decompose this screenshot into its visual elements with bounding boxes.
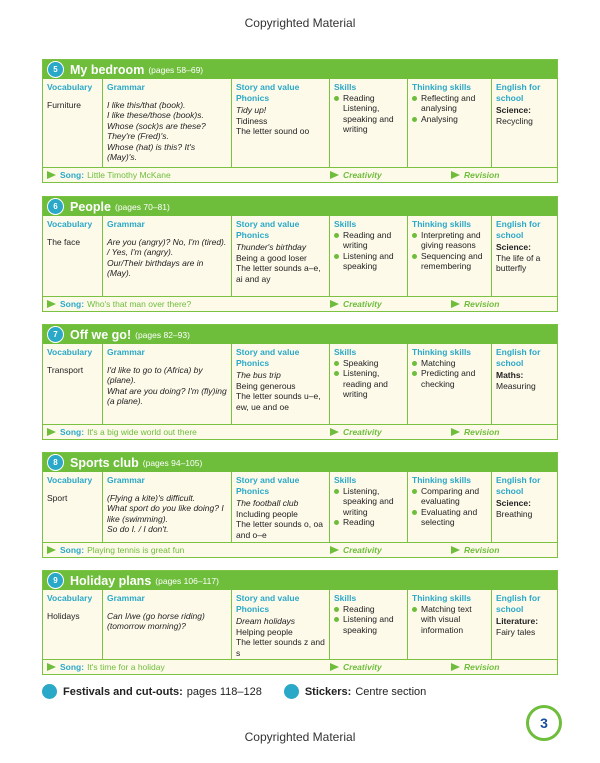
flag-icon (451, 663, 460, 671)
song-row: Song: It's a big wide world out there Creativity Revision (43, 424, 557, 439)
unit-title: Off we go! (70, 327, 132, 342)
vocabulary-cell: Vocabulary Furniture (43, 79, 103, 167)
footer-legend (42, 684, 426, 699)
creativity-label: Creativity (343, 427, 382, 437)
thinking-cell: Thinking skills Reflecting and analysing Analysing (408, 79, 492, 167)
unit-pages: (pages 82–93) (135, 329, 190, 340)
skills-cell: Skills Reading Listening, speaking and writing (330, 79, 408, 167)
grammar-cell: Grammar Are you (angry)? No, I'm (tired). / Yes, I'm (angry). Our/Their birthdays are in (May). (103, 216, 232, 296)
unit-header (43, 60, 557, 79)
unit-header (43, 453, 557, 472)
song-row: Song: Little Timothy McKane Creativity Revision (43, 167, 557, 182)
song-row: Song: It's time for a holiday Creativity Revision (43, 659, 557, 674)
skills-cell: Skills Reading and writing Listening and speaking (330, 216, 408, 296)
song-row: Song: Playing tennis is great fun Creativity Revision (43, 542, 557, 557)
flag-icon (451, 546, 460, 554)
song-title: Little Timothy McKane (87, 170, 171, 180)
flag-icon (47, 663, 56, 671)
unit-title: Holiday plans (70, 573, 152, 588)
unit-pages: (pages 106–117) (155, 575, 219, 586)
song-title: It's time for a holiday (87, 662, 165, 672)
unit-number-icon: 6 (47, 198, 64, 215)
thinking-cell: Thinking skills Interpreting and giving reasons Sequencing and remembering (408, 216, 492, 296)
skills-cell: Skills Speaking Listening, reading and writing (330, 344, 408, 424)
flag-icon (451, 171, 460, 179)
thinking-cell: Thinking skills Matching Predicting and checking (408, 344, 492, 424)
creativity-label: Creativity (343, 170, 382, 180)
thinking-cell: Thinking skills Matching text with visual information (408, 590, 492, 660)
flag-icon (330, 171, 339, 179)
story-cell: Story and value Phonics The football club Including people The letter sounds o, oa and o–e (232, 472, 330, 542)
story-cell: Story and value Phonics Thunder's birthday Being a good loser The letter sounds a–e, ai and ay (232, 216, 330, 296)
unit-header (43, 197, 557, 216)
english-cell: English for school Science: The life of a butterfly (496, 219, 541, 273)
unit-number-icon: 5 (47, 61, 64, 78)
flag-icon (47, 546, 56, 554)
stickers-value: Centre section (355, 685, 427, 698)
flag-icon (330, 663, 339, 671)
unit-header (43, 325, 557, 344)
english-cell: English for school Maths: Measuring (496, 347, 541, 391)
song-row: Song: Who's that man over there? Creativity Revision (43, 296, 557, 311)
unit-number-icon: 9 (47, 572, 64, 589)
vocabulary-cell: Vocabulary Holidays (43, 590, 103, 660)
flag-icon (47, 171, 56, 179)
song-title: It's a big wide world out there (87, 427, 197, 437)
unit-number-icon: 7 (47, 326, 64, 343)
unit-pages: (pages 58–69) (148, 64, 204, 75)
grammar-cell: Grammar I like this/that (book). I like these/those (book)s. Whose (sock)s are these? They're (Fred)'s. Whose (hat) is this? It's (May)'s. (103, 79, 232, 167)
unit-9 (42, 570, 558, 675)
unit-pages: (pages 70–81) (115, 201, 170, 212)
flag-icon (47, 428, 56, 436)
flag-icon (451, 428, 460, 436)
copyright-header: Copyrighted Material (244, 16, 356, 30)
unit-7 (42, 324, 558, 440)
story-cell: Story and value Phonics Tidy up! Tidiness The letter sound oo (232, 79, 330, 167)
flag-icon (330, 428, 339, 436)
creativity-label: Creativity (343, 662, 382, 672)
flag-icon (47, 300, 56, 308)
skills-cell: Skills Listening, speaking and writing Reading (330, 472, 408, 542)
flag-icon (330, 300, 339, 308)
flag-icon (451, 300, 460, 308)
story-cell: Story and value Phonics Dream holidays Helping people The letter sounds z and s (232, 590, 330, 660)
festivals-dot-icon (42, 684, 57, 699)
unit-title: People (70, 199, 111, 214)
grammar-cell: Grammar I'd like to go to (Africa) by (plane). What are you doing? I'm (fly)ing (a plane). (103, 344, 232, 424)
copyright-footer: Copyrighted Material (244, 730, 356, 744)
unit-6 (42, 196, 558, 312)
unit-8 (42, 452, 558, 558)
unit-header (43, 571, 557, 590)
revision-label: Revision (464, 545, 500, 555)
skills-cell: Skills Reading Listening and speaking (330, 590, 408, 660)
vocabulary-cell: Vocabulary Transport (43, 344, 103, 424)
revision-label: Revision (464, 299, 500, 309)
song-title: Who's that man over there? (87, 299, 192, 309)
flag-icon (330, 546, 339, 554)
unit-title: My bedroom (70, 62, 145, 77)
vocabulary-cell: Vocabulary The face (43, 216, 103, 296)
unit-number-icon: 8 (47, 454, 64, 471)
revision-label: Revision (464, 427, 500, 437)
stickers-dot-icon (284, 684, 299, 699)
unit-pages: (pages 94–105) (142, 457, 203, 468)
page-number: 3 (526, 705, 562, 741)
festivals-value: pages 118–128 (186, 685, 262, 698)
unit-5 (42, 59, 558, 183)
creativity-label: Creativity (343, 299, 382, 309)
unit-title: Sports club (70, 455, 139, 470)
english-cell: English for school Literature: Fairy tales (496, 593, 541, 637)
vocabulary-cell: Vocabulary Sport (43, 472, 103, 542)
grammar-cell: Grammar (Flying a kite)'s difficult. What sport do you like doing? I like (swimming). So do I. / I don't. (103, 472, 232, 542)
revision-label: Revision (464, 662, 500, 672)
stickers-label: Stickers: (304, 685, 352, 698)
grammar-cell: Grammar Can I/we (go horse riding) (tomorrow morning)? (103, 590, 232, 660)
english-cell: English for school Science: Recycling (496, 82, 541, 126)
song-title: Playing tennis is great fun (87, 545, 185, 555)
creativity-label: Creativity (343, 545, 382, 555)
thinking-cell: Thinking skills Comparing and evaluating Evaluating and selecting (408, 472, 492, 542)
revision-label: Revision (464, 170, 500, 180)
festivals-label: Festivals and cut-outs: (63, 685, 183, 698)
english-cell: English for school Science: Breathing (496, 475, 541, 519)
story-cell: Story and value Phonics The bus trip Being generous The letter sounds u–e, ew, ue and oe (232, 344, 330, 424)
